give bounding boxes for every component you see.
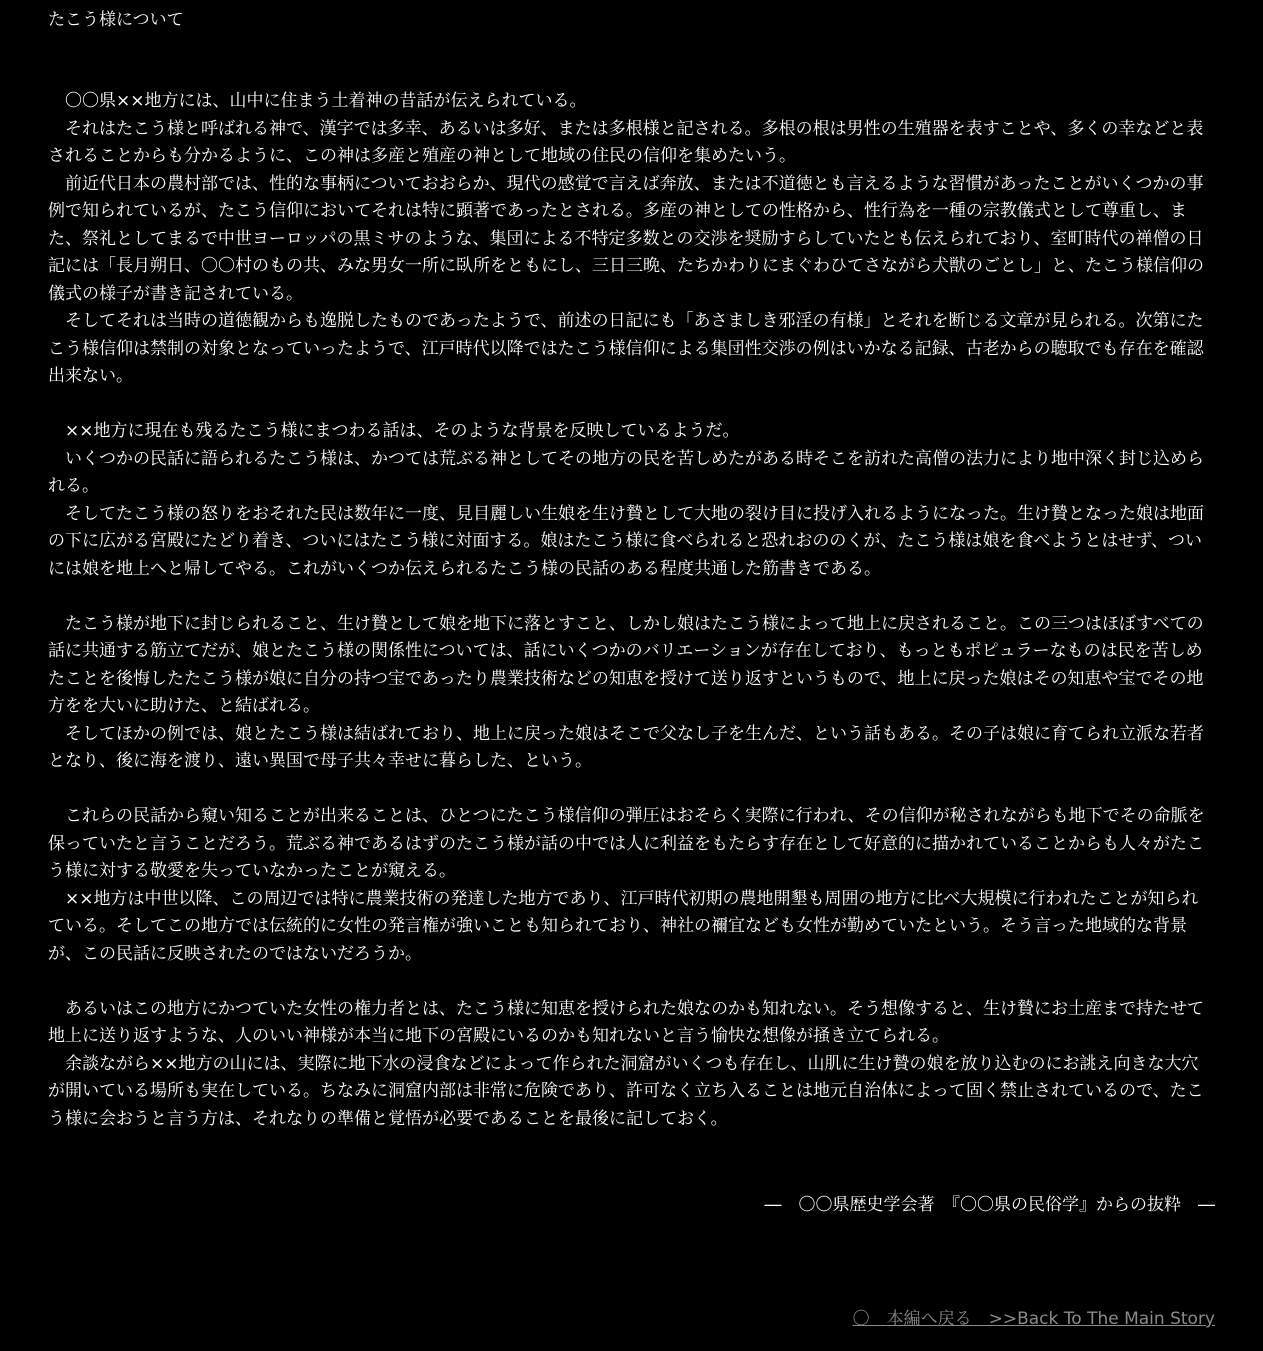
- paragraph: たこう様が地下に封じられること、生け贄として娘を地下に落とすこと、しかし娘はたこう様によって地上に戻されること。この三つはほぼすべての話に共通する筋立てだが、娘とたこう様の関係性については、話にいくつかのバリエーションが存在しており、もっともポピュラーなものは民を苦しめたことを後悔したたこう様が娘に自分の持つ宝であったり農業技術などの知恵を授けて送り返すというもので、地上に戻った娘はその知恵や宝でその地方をを大いに助けた、と結ばれる。: [48, 613, 1204, 716]
- paragraph: そしてほかの例では、娘とたこう様は結ばれており、地上に戻った娘はそこで父なし子を生んだ、という話もある。その子は娘に育てられ立派な若者となり、後に海を渡り、遠い異国で母子共々幸せに暮らした、という。: [48, 723, 1204, 771]
- paragraph: 余談ながら××地方の山には、実際に地下水の浸食などによって作られた洞窟がいくつも存在し、山肌に生け贄の娘を放り込むのにお誂え向きな大穴が開いている場所も実在している。ちなみに洞窟内部は非常に危険であり、許可なく立ち入ることは地元自治体によって固く禁止されているので、たこう様に会おうと言う方は、それなりの準備と覚悟が必要であることを最後に記しておく。: [48, 1053, 1204, 1129]
- paragraph: あるいはこの地方にかつていた女性の権力者とは、たこう様に知恵を授けられた娘なのかも知れない。そう想像すると、生け贄にお土産まで持たせて地上に送り返すような、人のいい神様が本当に地下の宮殿にいるのかも知れないと言う愉快な想像が掻き立てられる。: [48, 998, 1204, 1046]
- article-body: [48, 88, 1214, 1133]
- paragraph: それはたこう様と呼ばれる神で、漢字では多幸、あるいは多好、または多根様と記される。多根の根は男性の生殖器を表すことや、多くの幸などと表されることからも分かるように、この神は多産と殖産の神として地域の住民の信仰を集めたいう。: [48, 118, 1204, 166]
- paragraph: いくつかの民話に語られるたこう様は、かつては荒ぶる神としてその地方の民を苦しめたがある時そこを訪れた高僧の法力により地中深く封じ込められる。: [48, 448, 1204, 496]
- paragraph-gap: [48, 968, 1214, 996]
- page-title: たこう様について: [48, 10, 184, 30]
- paragraph: ××地方に現在も残るたこう様にまつわる話は、そのような背景を反映しているようだ。: [65, 421, 740, 441]
- paragraph: ××地方は中世以降、この周辺では特に農業技術の発達した地方であり、江戸時代初期の農地開墾も周囲の地方に比べ大規模に行われたことが知られている。そしてこの地方では伝統的に女性の発言権が強いことも知られており、神社の禰宜なども女性が勤めていたという。そう言った地域的な背景が、この民話に反映されたのではないだろうか。: [48, 888, 1199, 964]
- paragraph: そしてたこう様の怒りをおそれた民は数年に一度、見目麗しい生娘を生け贄として大地の裂け目に投げ入れるようになった。生け贄となった娘は地面の下に広がる宮殿にたどり着き、ついにはたこう様に対面する。娘はたこう様に食べられると恐れおののくが、たこう様は娘を食べようとはせず、ついには娘を地上へと帰してやる。これがいくつか伝えられるたこう様の民話のある程度共通した筋書きである。: [48, 503, 1204, 579]
- back-to-main-story-link[interactable]: 〇 本編へ戻る >>Back To The Main Story: [852, 1309, 1215, 1329]
- attribution: ― 〇〇県歴史学会著 『〇〇県の民俗学』からの抜粋 ―: [764, 1195, 1215, 1215]
- paragraph: 〇〇県××地方には、山中に住まう土着神の昔話が伝えられている。: [65, 91, 587, 111]
- paragraph-gap: [48, 391, 1214, 419]
- paragraph-gap: [48, 583, 1214, 611]
- paragraph: そしてそれは当時の道徳観からも逸脱したものであったようで、前述の日記にも「あさましき邪淫の有様」とそれを断じる文章が見られる。次第にたこう様信仰は禁制の対象となっていったようで、江戸時代以降ではたこう様信仰による集団性交渉の例はいかなる記録、古老からの聴取でも存在を確認出来ない。: [48, 311, 1204, 386]
- paragraph: 前近代日本の農村部では、性的な事柄についておおらか、現代の感覚で言えば奔放、または不道徳とも言えるような習慣があったことがいくつかの事例で知られているが、たこう信仰においてそれは特に顕著であったとされる。多産の神としての性格から、性行為を一種の宗教儀式として尊重し、また、祭礼としてまるで中世ヨーロッパの黒ミサのような、集団による不特定多数との交渉を奨励すらしていたとも伝えられており、室町時代の禅僧の日記には「長月朔日、〇〇村のもの共、みな男女一所に臥所をともにし、三日三晩、たちかわりにまぐわひてさながら犬獣のごとし」と、たこう様信仰の儀式の様子が書き記されている。: [48, 173, 1204, 304]
- paragraph-gap: [48, 776, 1214, 804]
- paragraph: これらの民話から窺い知ることが出来ることは、ひとつにたこう様信仰の弾圧はおそらく実際に行われ、その信仰が秘されながらも地下でその命脈を保っていたと言うことだろう。荒ぶる神であるはずのたこう様が話の中では人に利益をもたらす存在として好意的に描かれていることからも人々がたこう様に対する敬愛を失っていなかったことが窺える。: [48, 806, 1205, 881]
